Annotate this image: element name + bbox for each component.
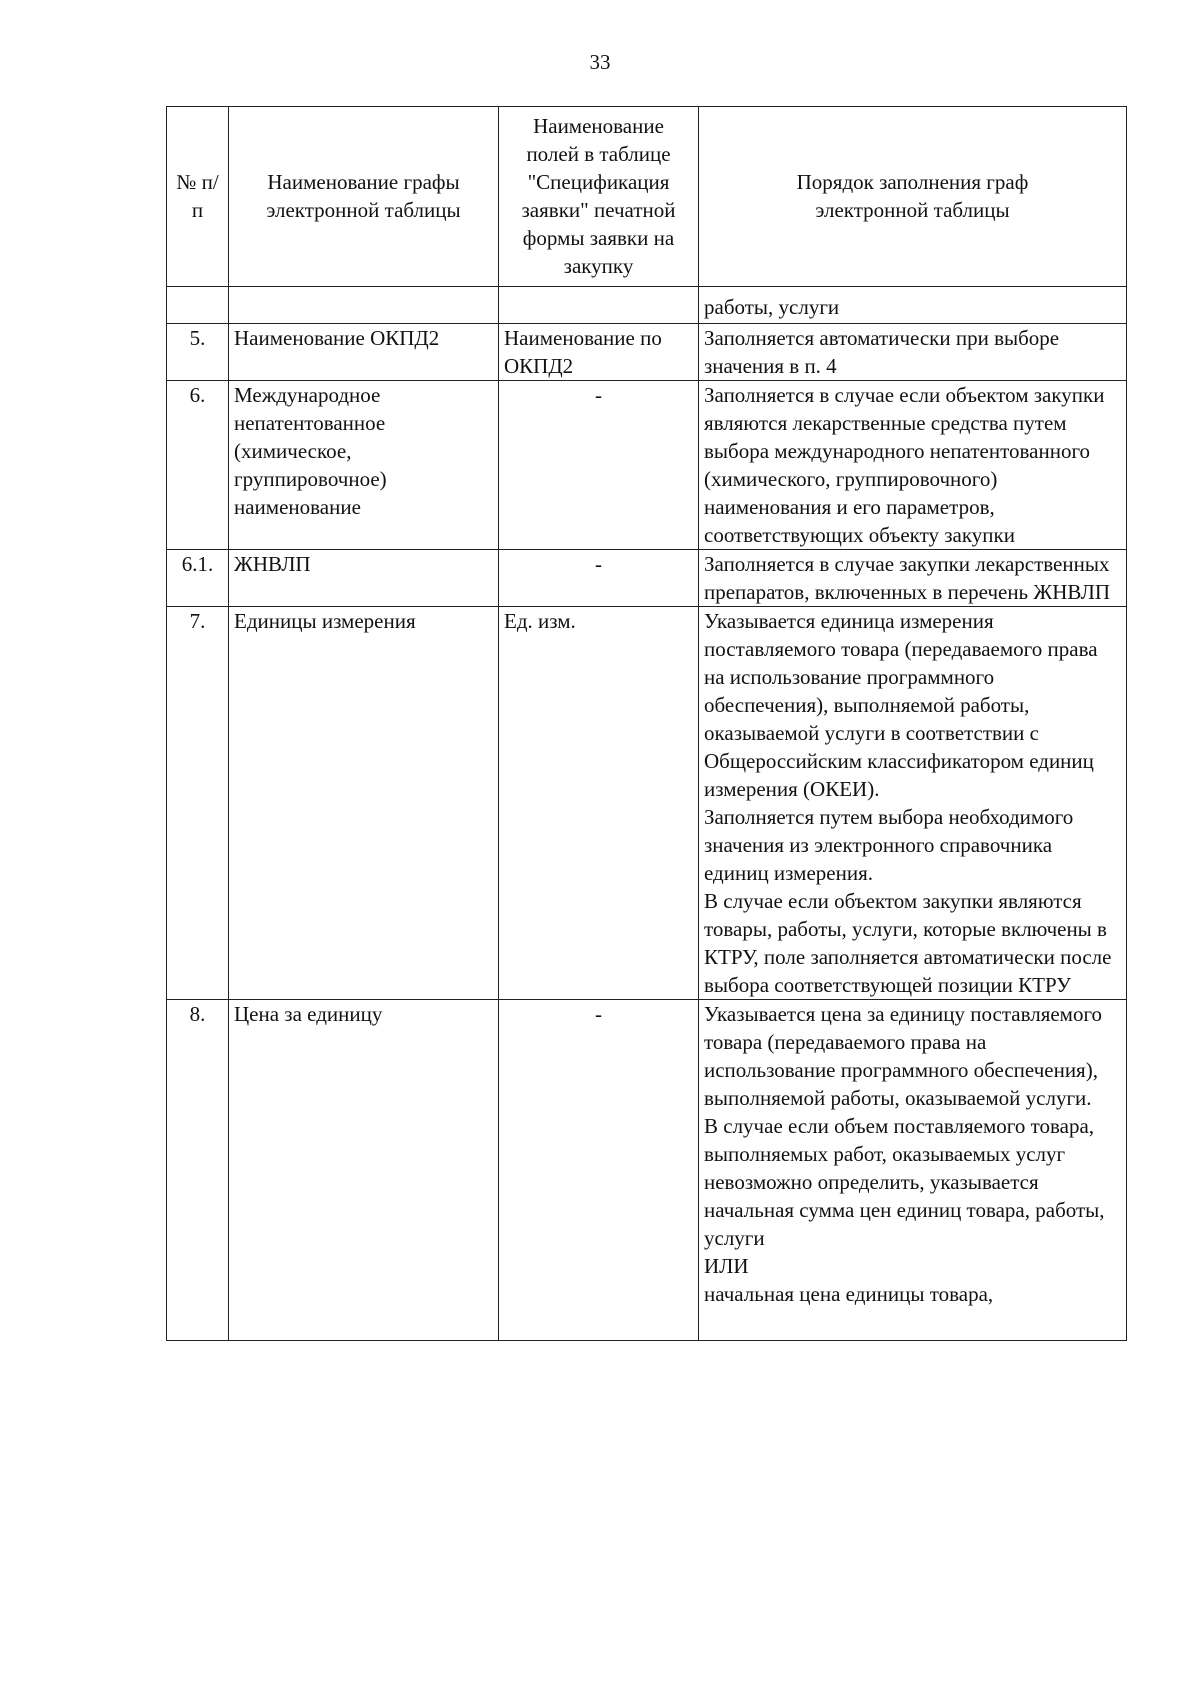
cell-order [699,607,1127,1000]
cell-order: работы, услуги [699,287,1127,324]
order-paragraph: Заполняется путем выбора необходимого значения из электронного справочника единиц измерения. [704,805,1074,885]
table-header-row [167,107,1127,287]
table-row [167,1000,1127,1341]
cell-name: Единицы измерения [229,607,499,1000]
cell-order [699,550,1127,607]
cell-name: Международное непатентованное (химическое, группировочное) наименование [229,381,499,550]
header-order: Порядок заполнения граф электронной таблицы [699,107,1127,287]
cell-num [167,287,229,324]
order-paragraph: В случае если объем поставляемого товара, выполняемых работ, оказываемых услуг невозможно определить, указывается начальная сумма цен единиц товара, работы, услуги [704,1114,1105,1250]
order-paragraph: Заполняется в случае закупки лекарственных препаратов, включенных в перечень ЖНВЛП [704,552,1110,604]
header-field: Наименование полей в таблице "Спецификация заявки" печатной формы заявки на закупку [499,107,699,287]
cell-name: Цена за единицу [229,1000,499,1341]
cell-field: - [499,381,699,550]
cell-order [699,324,1127,381]
cell-num: 7. [167,607,229,1000]
cell-num: 5. [167,324,229,381]
cell-field: - [499,1000,699,1341]
cell-order [699,381,1127,550]
cell-num: 8. [167,1000,229,1341]
order-paragraph: ИЛИ [704,1254,749,1278]
cell-num: 6. [167,381,229,550]
header-name: Наименование графы электронной таблицы [229,107,499,287]
cell-field: - [499,550,699,607]
table-row-continuation [167,287,1127,324]
cell-name: ЖНВЛП [229,550,499,607]
order-paragraph: Указывается цена за единицу поставляемого товара (передаваемого права на использование программного обеспечения), выполняемой работы, оказываемой услуги. [704,1002,1103,1110]
order-paragraph: Заполняется в случае если объектом закупки являются лекарственные средства путем выбора международного непатентованного (химического, группировочного) наименования и его параметров, соответствующих объекту закупки [704,383,1105,547]
order-paragraph: Указывается единица измерения поставляемого товара (передаваемого права на использование программного обеспечения), выполняемой работы, оказываемой услуги в соответствии с Общероссийским классификатором единиц измерения (ОКЕИ). [704,609,1098,801]
table-row [167,381,1127,550]
order-paragraph: В случае если объектом закупки являются товары, работы, услуги, которые включены в КТРУ, поле заполняется автоматически после выбора соответствующей позиции КТРУ [704,889,1112,997]
table-row [167,607,1127,1000]
page-number: 33 [589,50,611,74]
cell-field: Наименование по ОКПД2 [499,324,699,381]
cell-num: 6.1. [167,550,229,607]
order-paragraph: Заполняется автоматически при выборе значения в п. 4 [704,326,1060,378]
cell-field: Ед. изм. [499,607,699,1000]
specification-table [166,106,1127,1341]
header-num: № п/п [167,107,229,287]
table-row [167,550,1127,607]
cell-field [499,287,699,324]
order-paragraph: начальная цена единицы товара, [704,1282,994,1306]
cell-name [229,287,499,324]
cell-order [699,1000,1127,1341]
table-row [167,324,1127,381]
cell-name: Наименование ОКПД2 [229,324,499,381]
